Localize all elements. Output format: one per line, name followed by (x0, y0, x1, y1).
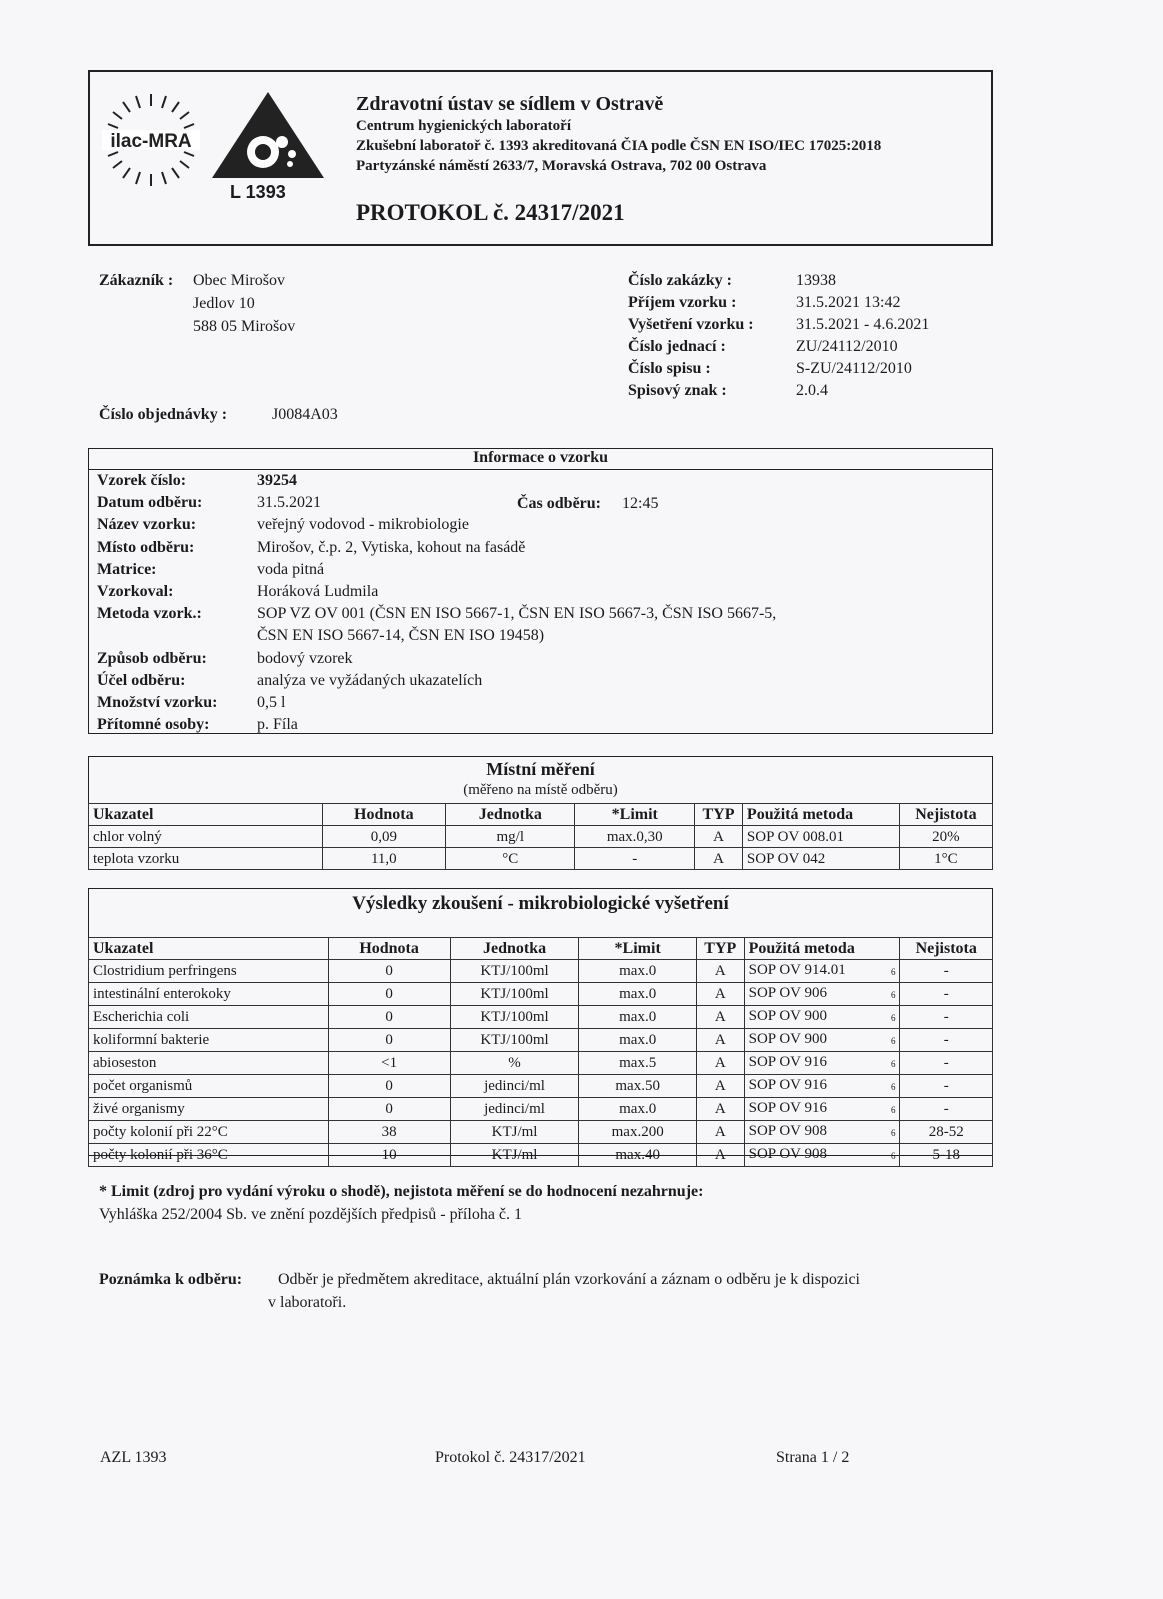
protocol-title: PROTOKOL č. 24317/2021 (356, 200, 625, 225)
column-header: Nejistota (900, 938, 993, 960)
table-cell (89, 1075, 329, 1098)
order-value: J0084A03 (272, 406, 338, 423)
cell-text: 0 (385, 1009, 393, 1025)
table-row (89, 1006, 993, 1029)
cell-text: počet organismů (93, 1078, 193, 1094)
cell-text: - (943, 1055, 949, 1071)
table-row (89, 1144, 993, 1167)
cell-text: KTJ/100ml (480, 986, 549, 1002)
cell-text: mg/l (496, 828, 525, 845)
table-cell (450, 1052, 579, 1075)
limit-note: * Limit (zdroj pro vydání výroku o shodě), nejistota měření se do hodnocení nezahrnuje: (99, 1183, 704, 1200)
table-cell (328, 1006, 450, 1029)
cell-text: - (943, 963, 949, 979)
cell-text: max.40 (615, 1147, 660, 1163)
column-header: TYP (695, 804, 743, 826)
cell-text: - (943, 1101, 949, 1117)
org-name: Zdravotní ústav se sídlem v Ostravě (356, 93, 664, 115)
table-cell (696, 1075, 744, 1098)
local-subtitle: (měřeno na místě odběru) (463, 782, 618, 798)
cell-text: koliformní bakterie (93, 1032, 210, 1048)
cell-text: A (714, 1009, 726, 1025)
table-cell (579, 983, 697, 1006)
cell-text: max.0 (619, 1032, 657, 1048)
table-cell (450, 1144, 579, 1167)
cell-text: max.0 (619, 1101, 657, 1117)
meta-value: 31.5.2021 13:42 (796, 294, 901, 311)
table-cell (450, 960, 579, 983)
meta-label: Spisový znak : (628, 382, 727, 399)
cell-text: max.0 (619, 1009, 657, 1025)
table-cell (446, 848, 575, 870)
table-cell (579, 1144, 697, 1167)
sample-field-label: Množství vzorku: (97, 694, 218, 711)
table-cell (744, 1006, 900, 1029)
meta-value: 31.5.2021 - 4.6.2021 (796, 316, 930, 333)
sample-field-value: p. Fíla (257, 716, 298, 734)
cell-text: 28-52 (928, 1124, 964, 1140)
cell-text: A (713, 850, 724, 867)
table-cell (744, 1052, 900, 1075)
table-cell (899, 848, 992, 870)
table-row (89, 1052, 993, 1075)
cell-text: SOP OV 914.01 (748, 962, 846, 978)
cell-text: 38 (381, 1124, 397, 1140)
cell-text: 0 (385, 986, 393, 1002)
column-header: Jednotka (450, 938, 579, 960)
cell-text: 1°C (934, 850, 958, 867)
meta-label: Číslo zakázky : (628, 272, 732, 289)
cell-text: max.0,30 (606, 828, 663, 845)
cell-text: KTJ/100ml (480, 963, 549, 979)
cell-text: živé organismy (93, 1101, 185, 1117)
table-row (89, 1075, 993, 1098)
table-cell (89, 1052, 329, 1075)
table-cell (328, 983, 450, 1006)
sample-field-label: Účel odběru: (97, 671, 186, 689)
table-row (89, 1029, 993, 1052)
table-cell (696, 960, 744, 983)
table-cell (579, 960, 697, 983)
sample-field-label: Název vzorku: (97, 516, 197, 534)
table-cell (744, 1098, 900, 1121)
cell-text: SOP OV 900 (748, 1008, 827, 1024)
cell-text: SOP OV 900 (748, 1031, 827, 1047)
cell-text: počty kolonií při 36°C (93, 1147, 228, 1163)
footer-left: AZL 1393 (100, 1449, 167, 1466)
cell-text: max.0 (619, 963, 657, 979)
sample-field-value: 39254 (257, 472, 297, 489)
column-header: TYP (696, 938, 744, 960)
decree-note: Vyhláška 252/2004 Sb. ve znění pozdějších předpisů - příloha č. 1 (99, 1206, 523, 1223)
time-label: Čas odběru: (517, 495, 602, 512)
sample-field-value: ČSN EN ISO 5667-14, ČSN EN ISO 19458) (257, 627, 545, 645)
table-row (89, 1121, 993, 1144)
table-row (89, 983, 993, 1006)
method-superscript: 6 (890, 1105, 896, 1115)
sample-info-divider (89, 469, 992, 470)
sample-field-label: Vzorkoval: (97, 583, 174, 600)
table-cell (89, 848, 323, 870)
meta-value: ZU/24112/2010 (796, 338, 898, 355)
cell-text: 20% (932, 828, 960, 845)
accreditation-line: Zkušební laboratoř č. 1393 akreditovaná ČIA podle ČSN EN ISO/IEC 17025:2018 (356, 138, 882, 154)
cell-text: 0,09 (370, 828, 397, 845)
meta-value: 13938 (796, 272, 836, 289)
remark-label: Poznámka k odběru: (99, 1271, 243, 1288)
header-box (88, 70, 993, 246)
table-row (89, 960, 993, 983)
sample-field-label: Místo odběru: (97, 538, 195, 556)
sample-field-value: SOP VZ OV 001 (ČSN EN ISO 5667-1, ČSN EN ISO 5667-3, ČSN ISO 5667-5, (257, 605, 777, 623)
table-cell (900, 960, 993, 983)
column-header: *Limit (579, 938, 697, 960)
table-cell (744, 1075, 900, 1098)
cell-text: SOP OV 908 (748, 1123, 827, 1139)
cell-text: počty kolonií při 22°C (93, 1124, 228, 1140)
cell-text: - (943, 1009, 949, 1025)
footer-center: Protokol č. 24317/2021 (435, 1449, 586, 1466)
table-cell (579, 1098, 697, 1121)
cell-text: jedinci/ml (484, 1101, 545, 1117)
table-cell (89, 1029, 329, 1052)
cell-text: SOP OV 042 (746, 850, 826, 867)
column-header: Hodnota (328, 938, 450, 960)
table-cell (696, 1121, 744, 1144)
sample-field-value: analýza ve vyžádaných ukazatelích (257, 671, 483, 689)
customer-city: 588 05 Mirošov (193, 318, 296, 335)
sample-field-label: Datum odběru: (97, 494, 203, 512)
cell-text: A (714, 986, 726, 1002)
table-cell (446, 826, 575, 848)
center-name: Centrum hygienických laboratoří (356, 118, 571, 134)
cell-text: SOP OV 908 (748, 1146, 827, 1162)
cell-text: A (714, 1147, 726, 1163)
cell-text: - (943, 1032, 949, 1048)
table-cell (89, 1144, 329, 1167)
sample-field-value: veřejný vodovod - mikrobiologie (257, 516, 469, 534)
cia-number: L 1393 (230, 182, 286, 202)
table-cell (900, 1006, 993, 1029)
cell-text: 11,0 (370, 850, 397, 867)
method-superscript: 6 (890, 990, 896, 1000)
table-cell (900, 1029, 993, 1052)
micro-title: Výsledky zkoušení - mikrobiologické vyšetření (352, 893, 729, 914)
table-cell (322, 848, 446, 870)
table-cell (744, 983, 900, 1006)
cell-text: SOP OV 916 (748, 1054, 827, 1070)
table-cell (900, 1144, 993, 1167)
cell-text: SOP OV 916 (748, 1077, 827, 1093)
sample-field-label: Způsob odběru: (97, 649, 207, 667)
cell-text: KTJ/100ml (480, 1009, 549, 1025)
cell-text: teplota vzorku (93, 850, 180, 867)
table-cell (696, 1098, 744, 1121)
table-cell (450, 1029, 579, 1052)
cell-text: Escherichia coli (93, 1009, 190, 1025)
cell-text: chlor volný (93, 828, 162, 845)
sample-field-value: 0,5 l (257, 694, 286, 711)
table-cell (450, 983, 579, 1006)
sample-field-label: Přítomné osoby: (97, 716, 210, 734)
footer-right: Strana 1 / 2 (776, 1449, 850, 1466)
table-cell (89, 1006, 329, 1029)
column-header: Použitá metoda (742, 804, 899, 826)
header-text (356, 92, 881, 176)
time-value: 12:45 (622, 495, 659, 512)
cell-text: A (714, 1124, 726, 1140)
table-cell (695, 826, 743, 848)
cell-text: Clostridium perfringens (93, 963, 237, 979)
cell-text: max.50 (615, 1078, 660, 1094)
cell-text: KTJ/100ml (480, 1032, 549, 1048)
meta-label: Číslo jednací : (628, 338, 726, 355)
table-cell (575, 826, 695, 848)
sample-field-label: Vzorek číslo: (97, 472, 187, 489)
remark-line2: v laboratoři. (268, 1294, 347, 1311)
table-cell (328, 1052, 450, 1075)
local-measurement-table (88, 803, 993, 870)
cell-text: SOP OV 916 (748, 1100, 827, 1116)
cell-text: SOP OV 008.01 (746, 828, 845, 845)
table-cell (328, 1098, 450, 1121)
sample-field-value: Horáková Ludmila (257, 583, 379, 600)
cia-logo (208, 90, 328, 180)
cell-text: A (714, 1032, 726, 1048)
table-cell (322, 826, 446, 848)
cell-text: 5-18 (932, 1147, 960, 1163)
table-cell (579, 1075, 697, 1098)
method-superscript: 6 (890, 1128, 896, 1138)
column-header: Hodnota (322, 804, 446, 826)
table-cell (328, 960, 450, 983)
column-header: Ukazatel (89, 804, 323, 826)
cell-text: A (714, 1055, 726, 1071)
table-header-row (89, 804, 993, 826)
table-cell (900, 1052, 993, 1075)
cell-text: - (632, 850, 638, 867)
cell-text: 0 (385, 1032, 393, 1048)
table-cell (450, 1006, 579, 1029)
table-cell (89, 1121, 329, 1144)
table-cell (900, 1075, 993, 1098)
cell-text: abioseston (93, 1055, 157, 1071)
customer-name: Obec Mirošov (193, 272, 285, 289)
cell-text: max.0 (619, 986, 657, 1002)
cell-text: KTJ/ml (491, 1124, 538, 1140)
cell-text: max.200 (611, 1124, 664, 1140)
method-superscript: 6 (890, 1059, 896, 1069)
table-cell (900, 1121, 993, 1144)
cell-text: max.5 (619, 1055, 657, 1071)
ilac-mra-logo (96, 86, 206, 196)
table-header-row (89, 938, 993, 960)
cell-text: 0 (385, 1078, 393, 1094)
meta-label: Číslo spisu : (628, 360, 711, 377)
meta-label: Příjem vzorku : (628, 294, 737, 311)
table-cell (328, 1029, 450, 1052)
cell-text: jedinci/ml (484, 1078, 545, 1094)
cell-text: A (714, 1101, 726, 1117)
table-cell (744, 1144, 900, 1167)
table-cell (696, 983, 744, 1006)
sample-info-title: Informace o vzorku (472, 449, 609, 466)
table-row (89, 826, 993, 848)
table-cell (579, 1121, 697, 1144)
cell-text: °C (502, 850, 519, 867)
cell-text: <1 (381, 1055, 398, 1071)
customer-street: Jedlov 10 (193, 295, 255, 312)
sample-field-value: 31.5.2021 (257, 494, 321, 512)
table-cell (89, 1098, 329, 1121)
cell-text: A (713, 828, 724, 845)
method-superscript: 6 (890, 1082, 896, 1092)
table-cell (89, 960, 329, 983)
method-superscript: 6 (890, 967, 896, 977)
table-cell (744, 1121, 900, 1144)
meta-value: 2.0.4 (796, 382, 828, 399)
sample-field-label: Matrice: (97, 560, 157, 578)
local-title: Místní měření (486, 759, 595, 779)
table-cell (328, 1144, 450, 1167)
cell-text: A (714, 963, 726, 979)
table-cell (695, 848, 743, 870)
cell-text: - (943, 986, 949, 1002)
table-cell (900, 1098, 993, 1121)
sample-field-value: bodový vzorek (257, 649, 353, 667)
table-cell (89, 983, 329, 1006)
cell-text: A (714, 1078, 726, 1094)
method-superscript: 6 (890, 1151, 896, 1161)
table-cell (899, 826, 992, 848)
table-cell (328, 1075, 450, 1098)
cell-text: intestinální enterokoky (93, 986, 231, 1002)
table-cell (579, 1006, 697, 1029)
table-cell (744, 960, 900, 983)
table-cell (89, 826, 323, 848)
meta-label: Vyšetření vzorku : (628, 316, 754, 333)
remark-line1: Odběr je předmětem akreditace, aktuální plán vzorkování a záznam o odběru je k dispozici (278, 1271, 860, 1288)
column-header: Nejistota (899, 804, 992, 826)
cell-text: 0 (385, 963, 393, 979)
cell-text: KTJ/ml (491, 1147, 538, 1163)
cell-text: 0 (385, 1101, 393, 1117)
cell-text: - (943, 1078, 949, 1094)
table-cell (742, 826, 899, 848)
column-header: Jednotka (446, 804, 575, 826)
cell-text: 10 (381, 1147, 397, 1163)
method-superscript: 6 (890, 1013, 896, 1023)
sample-info-box (88, 448, 993, 734)
table-cell (450, 1098, 579, 1121)
table-cell (328, 1121, 450, 1144)
customer-label: Zákazník : (99, 272, 174, 289)
address-line: Partyzánské náměstí 2633/7, Moravská Ostrava, 702 00 Ostrava (356, 158, 767, 174)
micro-results-table (88, 937, 993, 1167)
table-cell (450, 1121, 579, 1144)
table-cell (450, 1075, 579, 1098)
cell-text: % (508, 1055, 521, 1071)
table-row (89, 1098, 993, 1121)
column-header: Ukazatel (89, 938, 329, 960)
table-cell (900, 983, 993, 1006)
table-cell (579, 1052, 697, 1075)
column-header: Použitá metoda (744, 938, 900, 960)
ilac-text: ilac-MRA (110, 131, 192, 152)
table-cell (696, 1052, 744, 1075)
table-cell (696, 1144, 744, 1167)
sample-field-value: Mirošov, č.p. 2, Vytiska, kohout na fasádě (257, 538, 526, 556)
method-superscript: 6 (890, 1036, 896, 1046)
table-cell (744, 1029, 900, 1052)
table-cell (575, 848, 695, 870)
table-cell (742, 848, 899, 870)
table-cell (696, 1006, 744, 1029)
table-row (89, 848, 993, 870)
cell-text: SOP OV 906 (748, 985, 827, 1001)
table-cell (579, 1029, 697, 1052)
sample-field-value: voda pitná (257, 560, 325, 578)
order-label: Číslo objednávky : (99, 406, 228, 423)
sample-field-label: Metoda vzork.: (97, 605, 202, 623)
column-header: *Limit (575, 804, 695, 826)
table-cell (696, 1029, 744, 1052)
meta-value: S-ZU/24112/2010 (796, 360, 912, 377)
